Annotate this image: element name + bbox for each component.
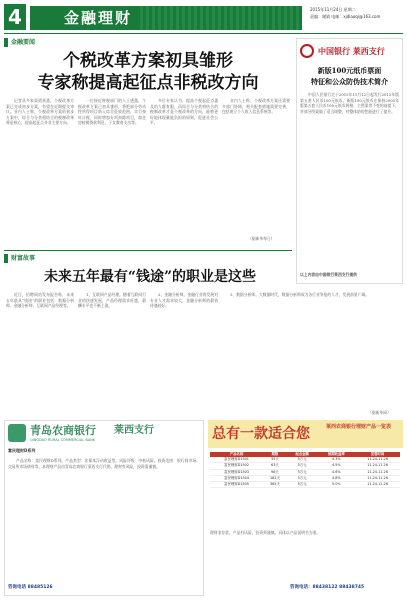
product-tel: 咨询电话：88438122 88438745 — [290, 585, 365, 590]
headline-jobs: 未来五年最有“钱途”的职业是这些 — [43, 269, 257, 285]
product-ad-subtitle: 莱西农商银行理财产品一览表 — [325, 424, 391, 430]
boc-headline2: 特征和公众防伪技术简介 — [311, 77, 388, 86]
article2-byline: （据新华网） — [368, 410, 391, 415]
section-label-bar — [4, 254, 8, 263]
col-header: 产品名称 — [210, 452, 263, 457]
section-title: 金融理财 — [64, 9, 133, 27]
article2-col1: 近日，招聘网站发布报告称，未来五年最具“钱途”的职业包括：数据分析师、金融分析师、互联网产品经理等。 — [6, 292, 74, 309]
product-ad-title: 总有一款适合您 — [212, 426, 310, 442]
article2-col2: 1、互联网产品经理。随着互联网行业的快速发展，产品经理需求旺盛，薪酬水平也不断上涨。 — [78, 292, 146, 309]
section-label-news: 金融要闻 — [11, 39, 36, 46]
boc-branch: 莱西支行 — [352, 46, 385, 56]
article1-byline: （据新华每日） — [248, 236, 275, 241]
section-label-bar — [4, 38, 8, 47]
table-row: 富民理财D1501 35天 5万元 4.3% 11.24-11.26 — [210, 457, 400, 463]
table-row: 富民理财D1504 182天 5万元 4.8% 11.24-11.26 — [210, 475, 400, 481]
boc-body: 中国人民银行定于2015年11月12日起发行2015年版第五套人民币100元纸币。新版100元纸币在保持2005年版第五套人民币100元纸币规格、主图案等不变的前提下，对部分图案做了适当调整，对整体防伪性能进行了提升。 — [300, 92, 399, 114]
article2-col4: 3、数据分析师。大数据时代，数据分析师成为各行业争抢的人才，发展前景广阔。 — [230, 292, 370, 297]
col-header: 发售时间 — [355, 452, 400, 457]
rural-subtitle: 富民理财D系列 — [8, 448, 36, 453]
headline-sub: 专家称提高起征点非税改方向 — [37, 73, 259, 93]
page-number: 4 — [4, 4, 26, 30]
product-table — [210, 452, 400, 488]
issue-date: 2015年11月24日 星期二 — [310, 7, 356, 12]
article-divider — [4, 250, 292, 251]
section-label-story: 财富故事 — [11, 255, 36, 262]
col-header: 期限 — [263, 452, 287, 457]
editor-info: 责编：谢婧 电邮：xjdiaoqi@163.com — [310, 14, 381, 19]
article1-col3: 多位专家认为，提高个税起征点惠及的人群有限，而综合与分类相结合的税制改革才是个税改革的方向，能够更好地体现量能负担的原则，促进社会公平。 — [150, 98, 218, 126]
boc-headline1: 新版100元纸币票面 — [317, 66, 382, 75]
boc-logo-icon — [300, 44, 314, 58]
rural-bank-name-en: QINGDAO RURAL COMMERCIAL BANK — [30, 438, 96, 442]
rural-body: 产品名称：富民理财D系列。产品类型：非保本浮动收益型。风险评级：中低风险。投资范围：银行间市场、交易所市场债券等。本理财产品由青岛农商银行莱西支行代销，理财有风险，投资需谨慎。 — [8, 458, 200, 469]
table-row: 富民理财D1503 98天 5万元 4.6% 11.24-11.26 — [210, 469, 400, 475]
product-table-wrap — [210, 452, 400, 488]
rural-bank-name: 青岛农商银行 — [30, 424, 96, 437]
boc-bank-name: 中国银行 莱西支行 — [318, 46, 385, 56]
article1-col4: 业内人士称，个税改革方案还需要多部门协调，相关配套措施需要完善，包括建立个人收入信息系统等。 — [222, 98, 290, 115]
headline-main: 个税改革方案初具雏形 — [63, 51, 233, 71]
table-row: 富民理财D1502 63天 5万元 4.5% 11.24-11.26 — [210, 463, 400, 469]
article2-col3: 2、金融分析师。金融行业的发展对专业人才需求较大，金融分析师的薪资待遇较好。 — [150, 292, 218, 309]
table-row: 富民理财D1505 365天 5万元 5.0% 11.24-11.26 — [210, 482, 400, 488]
page-meta — [310, 6, 405, 20]
article1-col1: 记者从多家渠道获悉，个税改革方案已完成初步方案，有望在近期提交审议。业内人士称，个税改革方案的初步方案中，综合与分类相结合的税制改革将是核心，提高起征点并非主要方向。 — [6, 98, 74, 126]
product-note: 理财非存款，产品有风险，投资须谨慎。具体以产品说明书为准。 — [210, 530, 321, 535]
rural-bank-logo-icon — [8, 424, 26, 442]
col-header: 预期收益率 — [318, 452, 356, 457]
rural-tel: 咨询电话 88485126 — [8, 585, 53, 590]
header-rule — [4, 33, 403, 34]
article1-col2: 一位接近财税部门的人士透露，个税改革方案已初具雏形，将把部分劳动性所得项目纳入综合征收范围，实行按年计税，同时增加专项扣除项目，如住房按揭贷款利息、子女教育支出等。 — [78, 98, 146, 126]
col-header: 起点金额 — [287, 452, 318, 457]
banner-stripe-decoration — [140, 6, 300, 30]
boc-footnote: 以上内容由中国银行莱西支行提供 — [300, 272, 357, 277]
rural-bank-branch: 莱西支行 — [114, 425, 154, 436]
